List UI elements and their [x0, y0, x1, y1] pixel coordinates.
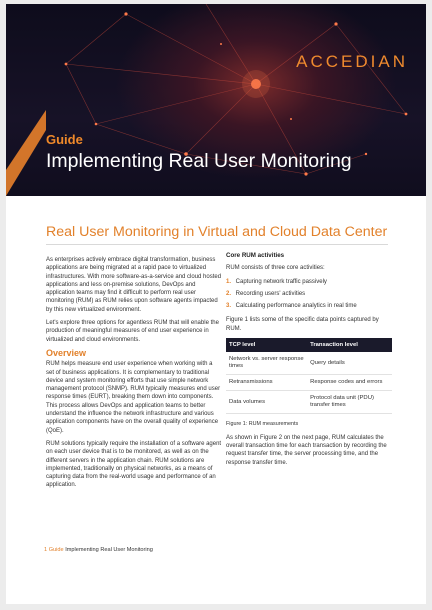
list-text: Capturing network traffic passively	[235, 278, 327, 285]
guide-label: Guide	[46, 132, 83, 147]
divider	[46, 244, 388, 245]
hero-banner	[6, 4, 426, 196]
document-page	[6, 4, 426, 604]
section-heading: Real User Monitoring in Virtual and Cloud Data Center	[46, 224, 388, 240]
intro-paragraph: Let's explore three options for agentless RUM that will enable the production of meaningful measures of end user experience in virtualized and cloud environments.	[46, 320, 219, 343]
figure-caption: Figure 1: RUM measurements	[226, 421, 299, 428]
table-header: TCP level	[226, 338, 307, 352]
intro-paragraph: As enterprises actively embrace digital transformation, business applications are being migrated at a rapid pace to virtualized infrastructures. With more software-as-a-service and cloud hosted applications and less on-premise solutions, DevOps and application teams may find it difficult to perform real user monitoring (RUM) as RUM relies upon software agents impacted by this new virtualized environment.	[46, 257, 222, 313]
list-text: Recording users' activities	[235, 290, 306, 297]
table-cell: Query details	[310, 359, 345, 366]
orange-stripe	[6, 100, 46, 196]
page-number: 1	[44, 547, 48, 553]
list-item	[226, 302, 394, 310]
table-header-row	[226, 338, 392, 352]
figure-intro: Figure 1 lists some of the specific data points captured by RUM.	[226, 317, 379, 332]
overview-paragraph: RUM helps measure end user experience when working with a set of business applications. It is complementary to traditional device and system monitoring efforts that use simple network management protocol (SNMP). RUM typically measures end user response times (EURT), breaking them down into components. This process allows DevOps and application teams to better understand the influence the network infrastructure and various application components have on the overall quality of experience (QoE).	[46, 361, 221, 434]
overview-paragraph: RUM solutions typically require the installation of a software agent on each user device that is to be monitored, as well as on the different servers in the application chain. RUM solutions are implemented, traditionally on physical networks, as a means of capturing data from the real-world usage and performance of an application.	[46, 440, 222, 489]
table-row	[226, 352, 392, 375]
list-item	[226, 290, 394, 298]
accedian-logo: ACCEDIAN	[296, 52, 408, 71]
table-row	[226, 391, 392, 414]
core-intro: RUM consists of three core activities:	[226, 265, 325, 272]
page-footer	[44, 547, 153, 553]
table-cell: Retransmissions	[229, 379, 273, 386]
list-number: 3.	[226, 303, 232, 310]
list-number: 1.	[226, 278, 232, 285]
footer-title: Implementing Real User Monitoring	[65, 547, 153, 553]
table-cell: Data volumes	[229, 398, 266, 405]
table-header: Transaction level	[307, 338, 392, 352]
table-cell: Response codes and errors	[310, 379, 383, 386]
core-list	[226, 278, 394, 311]
left-column	[46, 256, 222, 495]
list-item	[226, 278, 394, 286]
rum-measurements-table	[226, 338, 392, 414]
page-title: Implementing Real User Monitoring	[46, 150, 352, 172]
right-column	[226, 252, 394, 472]
overview-heading: Overview	[46, 347, 87, 358]
core-heading: Core RUM activities	[226, 252, 285, 259]
table-row	[226, 375, 392, 391]
table-cell: Network vs. server response times	[229, 356, 304, 370]
list-text: Calculating performance analytics in real time	[235, 303, 357, 310]
footer-guide-label: Guide	[48, 547, 64, 553]
list-number: 2.	[226, 290, 232, 297]
figure2-paragraph: As shown in Figure 2 on the next page, RUM calculates the overall transaction time for each transaction by recording the request transfer time, the server processing time, and the response transfer time.	[226, 434, 387, 466]
table-cell: Protocol data unit (PDU) transfer times	[310, 395, 374, 409]
